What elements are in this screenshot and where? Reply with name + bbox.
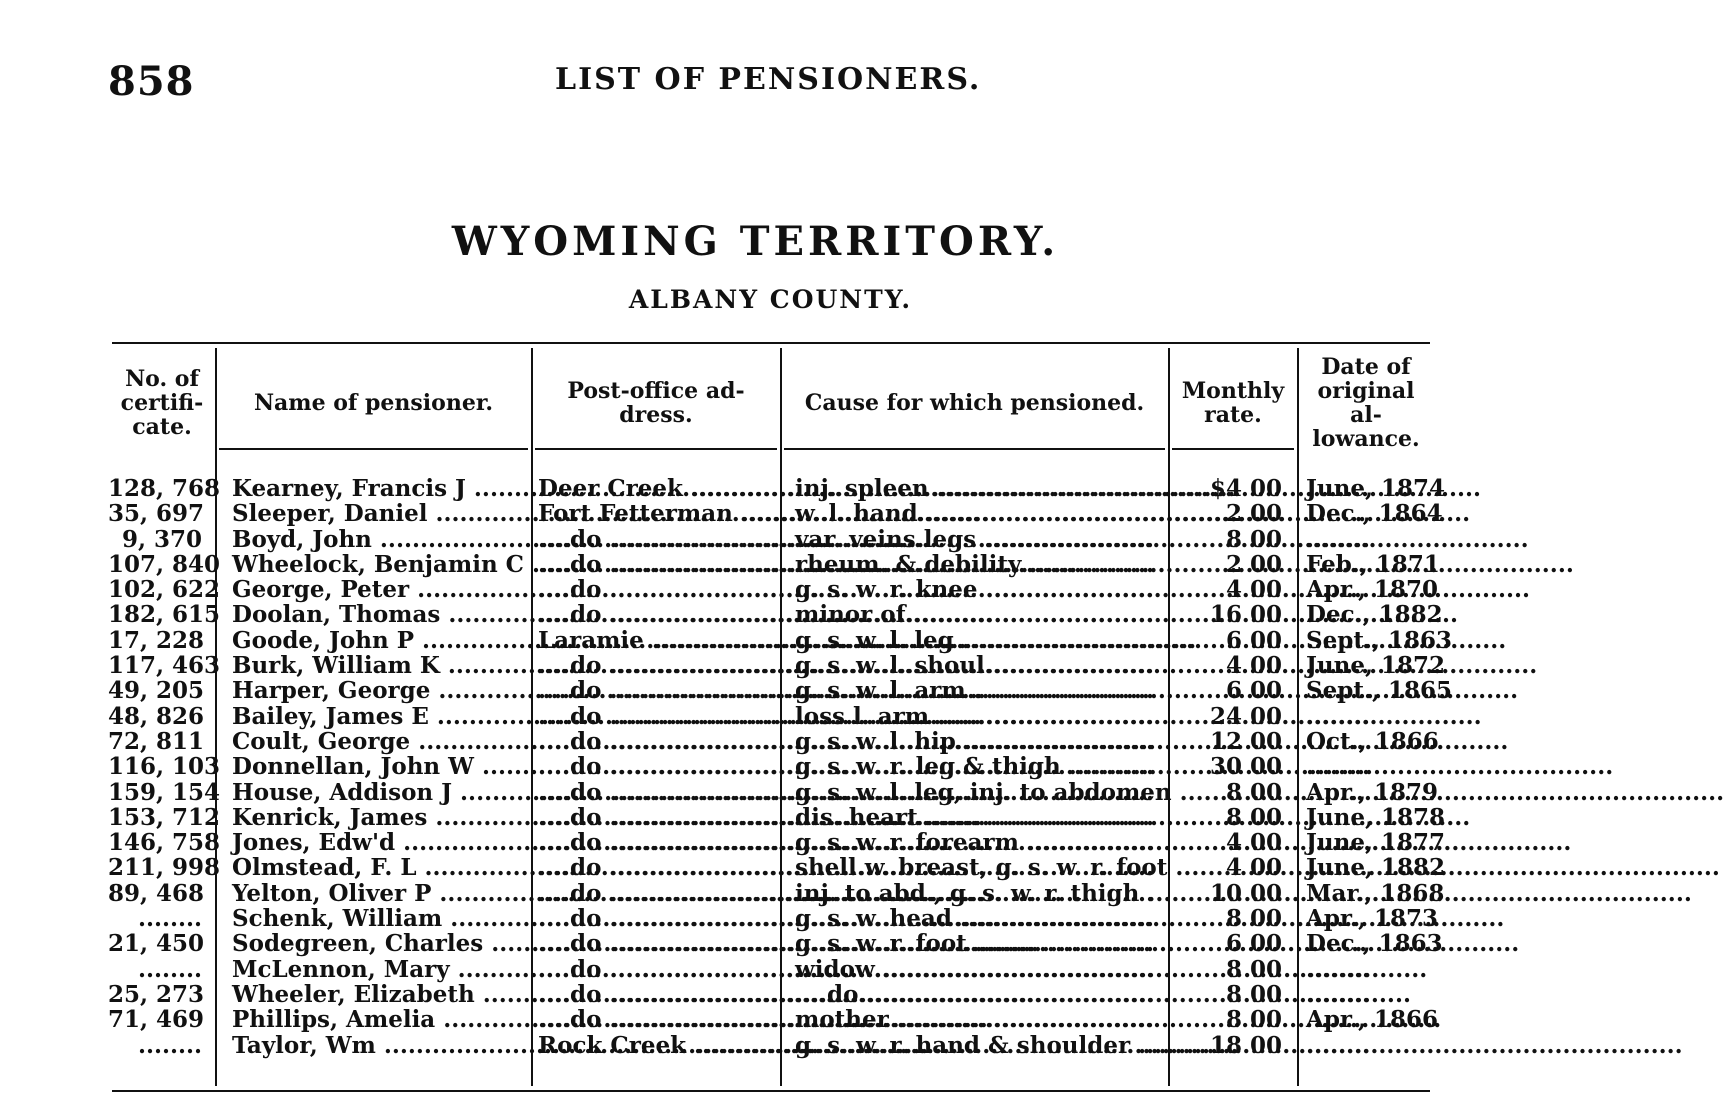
pensioner-name: Doolan, Thomas ..... bbox=[232, 602, 526, 628]
table-row bbox=[0, 729, 1481, 754]
allowance-date: Dec., 1864 bbox=[1306, 500, 1443, 528]
monthly-rate: 6 00 bbox=[1225, 626, 1282, 654]
allowance-date: ........ bbox=[1306, 525, 1371, 553]
pensioner-name: Burk, William K ..... bbox=[232, 653, 526, 679]
cause: widow ..... bbox=[795, 957, 1163, 983]
pensioner-name: Bailey, James E ..... bbox=[232, 704, 526, 730]
pensioner-name: Wheelock, Benjamin C ..... bbox=[232, 552, 526, 578]
pensioner-name: Kearney, Francis J ..... bbox=[232, 476, 526, 502]
allowance-date: Apr., 1866 bbox=[1306, 1006, 1438, 1034]
allowance-date: ........ bbox=[1306, 955, 1371, 983]
certificate-number: 48, 826 bbox=[108, 702, 205, 730]
table-row bbox=[0, 602, 1481, 627]
table-row bbox=[0, 855, 1481, 880]
table-top-rule bbox=[112, 342, 1430, 344]
table-row bbox=[0, 704, 1481, 729]
table-row bbox=[0, 1033, 1481, 1058]
allowance-date: Apr., 1873 bbox=[1306, 905, 1438, 933]
certificate-number: 182, 615 bbox=[108, 601, 221, 629]
cause: g. s. w. r. hand & shoulder ..... bbox=[795, 1033, 1163, 1059]
cause: minor of ..... bbox=[795, 602, 1163, 628]
allowance-date: Feb., 1871 bbox=[1306, 550, 1440, 578]
monthly-rate: 18 00 bbox=[1209, 1031, 1282, 1059]
pensioner-name: Harper, George ..... bbox=[232, 678, 526, 704]
table-row bbox=[0, 678, 1481, 703]
certificate-number: 72, 811 bbox=[108, 727, 205, 755]
table-row bbox=[0, 982, 1481, 1007]
table-row bbox=[0, 527, 1481, 552]
post-office: ....do ..... bbox=[538, 931, 776, 957]
certificate-number: 102, 622 bbox=[108, 576, 221, 604]
certificate-number: ........ bbox=[137, 955, 202, 983]
post-office: ....do ..... bbox=[538, 855, 776, 881]
certificate-number: 25, 273 bbox=[108, 980, 205, 1008]
cause: g. s. w. r. foot ..... bbox=[795, 931, 1163, 957]
table-row bbox=[0, 906, 1481, 931]
post-office: Rock Creek ..... bbox=[538, 1033, 776, 1059]
cause: g. s. w. l. arm ..... bbox=[795, 678, 1163, 704]
section-title: WYOMING TERRITORY. bbox=[451, 218, 1060, 265]
pensioner-name: Goode, John P ..... bbox=[232, 628, 526, 654]
monthly-rate: 8 00 bbox=[1225, 778, 1282, 806]
post-office: ....do ..... bbox=[538, 577, 776, 603]
allowance-date: ........ bbox=[1306, 753, 1371, 781]
post-office: Laramie ..... bbox=[538, 628, 776, 654]
cause: g. s. w. l. leg ..... bbox=[795, 628, 1163, 654]
pensioner-name: Yelton, Oliver P ..... bbox=[232, 881, 526, 907]
allowance-date: ........ bbox=[1306, 980, 1371, 1008]
monthly-rate: $4 00 bbox=[1209, 475, 1282, 502]
certificate-number: 153, 712 bbox=[108, 803, 221, 831]
header-date-of-allowance: Date of original al- lowance. bbox=[1312, 354, 1420, 452]
pensioner-name: Sodegreen, Charles ..... bbox=[232, 931, 526, 957]
page-number: 858 bbox=[108, 58, 195, 105]
post-office: ....do ..... bbox=[538, 780, 776, 806]
monthly-rate: 8 00 bbox=[1225, 905, 1282, 933]
allowance-date: June, 1872 bbox=[1306, 652, 1445, 680]
post-office: ....do ..... bbox=[538, 957, 776, 983]
certificate-number: 89, 468 bbox=[108, 879, 205, 907]
post-office: Deer Creek ..... bbox=[538, 476, 776, 502]
certificate-number: ........ bbox=[137, 1031, 202, 1059]
cause: ....do ..... bbox=[795, 982, 1163, 1008]
table-row bbox=[0, 805, 1481, 830]
table-row bbox=[0, 780, 1481, 805]
certificate-number: 49, 205 bbox=[108, 677, 205, 705]
table-row bbox=[0, 1007, 1481, 1032]
post-office: ....do ..... bbox=[538, 1007, 776, 1033]
cause: g. s. w. r. forearm ..... bbox=[795, 830, 1163, 856]
allowance-date: June, 1882 bbox=[1306, 854, 1445, 882]
header-rule bbox=[219, 448, 528, 450]
monthly-rate: 2 00 bbox=[1225, 500, 1282, 528]
allowance-date: ........ bbox=[1306, 702, 1371, 730]
cause: var. veins legs ..... bbox=[795, 527, 1163, 553]
allowance-date: Sept., 1865 bbox=[1306, 677, 1452, 705]
monthly-rate: 4 00 bbox=[1225, 576, 1282, 604]
monthly-rate: 4 00 bbox=[1225, 652, 1282, 680]
cause: g. s. w. r. knee ..... bbox=[795, 577, 1163, 603]
allowance-date: Apr., 1879 bbox=[1306, 778, 1438, 806]
monthly-rate: 8 00 bbox=[1225, 980, 1282, 1008]
certificate-number: 159, 154 bbox=[108, 778, 221, 806]
monthly-rate: 8 00 bbox=[1225, 525, 1282, 553]
allowance-date: June, 1874 bbox=[1306, 475, 1445, 502]
certificate-number: 21, 450 bbox=[108, 930, 205, 958]
certificate-number: 35, 697 bbox=[108, 500, 205, 528]
table-row bbox=[0, 476, 1481, 501]
certificate-number: 17, 228 bbox=[108, 626, 205, 654]
table-row bbox=[0, 881, 1481, 906]
post-office: Fort Fetterman ..... bbox=[538, 501, 776, 527]
table-row bbox=[0, 501, 1481, 526]
post-office: ....do ..... bbox=[538, 906, 776, 932]
certificate-number: 107, 840 bbox=[108, 550, 221, 578]
certificate-number: 117, 463 bbox=[108, 652, 221, 680]
post-office: ....do ..... bbox=[538, 704, 776, 730]
cause: g. s. w. head ..... bbox=[795, 906, 1163, 932]
post-office: ....do ..... bbox=[538, 653, 776, 679]
cause: mother ..... bbox=[795, 1007, 1163, 1033]
post-office: ....do ..... bbox=[538, 830, 776, 856]
certificate-number: 116, 103 bbox=[108, 753, 221, 781]
post-office: ....do ..... bbox=[538, 754, 776, 780]
table-row bbox=[0, 577, 1481, 602]
monthly-rate: 4 00 bbox=[1225, 854, 1282, 882]
pensioner-name: George, Peter ..... bbox=[232, 577, 526, 603]
header-name: Name of pensioner. bbox=[253, 390, 494, 416]
post-office: ....do ..... bbox=[538, 602, 776, 628]
post-office: ....do ..... bbox=[538, 805, 776, 831]
allowance-date: ........ bbox=[1306, 1031, 1371, 1059]
post-office: ....do ..... bbox=[538, 982, 776, 1008]
pensioner-name: Boyd, John ..... bbox=[232, 527, 526, 553]
allowance-date: Oct., 1866 bbox=[1306, 727, 1439, 755]
monthly-rate: 6 00 bbox=[1225, 930, 1282, 958]
monthly-rate: 8 00 bbox=[1225, 803, 1282, 831]
pensioner-name: Olmstead, F. L ..... bbox=[232, 855, 526, 881]
certificate-number: 128, 768 bbox=[108, 475, 221, 502]
cause: shell w. breast, g. s. w. r. foot ..... bbox=[795, 855, 1163, 881]
monthly-rate: 24 00 bbox=[1209, 702, 1282, 730]
table-row bbox=[0, 552, 1481, 577]
table-row bbox=[0, 830, 1481, 855]
pensioner-name: Donnellan, John W ..... bbox=[232, 754, 526, 780]
table-row bbox=[0, 931, 1481, 956]
header-rule bbox=[535, 448, 777, 450]
header-post-office: Post-office ad- dress. bbox=[567, 378, 745, 428]
allowance-date: June, 1878 bbox=[1306, 803, 1445, 831]
monthly-rate: 8 00 bbox=[1225, 955, 1282, 983]
monthly-rate: 16 00 bbox=[1209, 601, 1282, 629]
certificate-number: ........ bbox=[137, 905, 202, 933]
cause: rheum. & debility ..... bbox=[795, 552, 1163, 578]
table-row bbox=[0, 653, 1481, 678]
table-row bbox=[0, 628, 1481, 653]
pensioner-name: Phillips, Amelia ..... bbox=[232, 1007, 526, 1033]
pensioner-name: Jones, Edw'd ..... bbox=[232, 830, 526, 856]
post-office: ....do ..... bbox=[538, 552, 776, 578]
pensioner-table bbox=[0, 476, 1481, 1058]
cause: dis. heart ..... bbox=[795, 805, 1163, 831]
post-office: ....do ..... bbox=[538, 729, 776, 755]
header-rule bbox=[1172, 448, 1294, 450]
pensioner-name: McLennon, Mary ..... bbox=[232, 957, 526, 983]
cause: g. s. w. l. hip ..... bbox=[795, 729, 1163, 755]
header-monthly-rate: Monthly rate. bbox=[1181, 378, 1285, 428]
monthly-rate: 4 00 bbox=[1225, 829, 1282, 857]
monthly-rate: 10 00 bbox=[1209, 879, 1282, 907]
header-certificate-number: No. of certifi- cate. bbox=[120, 366, 204, 440]
allowance-date: Dec., 1882 bbox=[1306, 601, 1443, 629]
post-office: ....do ..... bbox=[538, 678, 776, 704]
post-office: ....do ..... bbox=[538, 527, 776, 553]
certificate-number: 146, 758 bbox=[108, 829, 221, 857]
pensioner-name: Coult, George ..... bbox=[232, 729, 526, 755]
cause: loss l. arm ..... bbox=[795, 704, 1163, 730]
table-row bbox=[0, 754, 1481, 779]
monthly-rate: 8 00 bbox=[1225, 1006, 1282, 1034]
allowance-date: Dec., 1863 bbox=[1306, 930, 1443, 958]
cause: g. s. w. r. leg & thigh ..... bbox=[795, 754, 1163, 780]
header-cause: Cause for which pensioned. bbox=[804, 390, 1145, 416]
running-head: LIST OF PENSIONERS. bbox=[555, 62, 982, 97]
pensioner-name: Wheeler, Elizabeth ..... bbox=[232, 982, 526, 1008]
table-row bbox=[0, 957, 1481, 982]
allowance-date: Mar., 1868 bbox=[1306, 879, 1445, 907]
monthly-rate: 30 00 bbox=[1209, 753, 1282, 781]
cause: w. l. hand ..... bbox=[795, 501, 1163, 527]
certificate-number: 71, 469 bbox=[108, 1006, 205, 1034]
monthly-rate: 2 00 bbox=[1225, 550, 1282, 578]
cause: g. s. w. l. leg, inj. to abdomen ..... bbox=[795, 780, 1163, 806]
allowance-date: Sept., 1863 bbox=[1306, 626, 1452, 654]
monthly-rate: 12 00 bbox=[1209, 727, 1282, 755]
pensioner-name: Taylor, Wm ..... bbox=[232, 1033, 526, 1059]
cause: inj. spleen ..... bbox=[795, 476, 1163, 502]
allowance-date: June, 1877 bbox=[1306, 829, 1445, 857]
monthly-rate: 6 00 bbox=[1225, 677, 1282, 705]
pensioner-name: Kenrick, James ..... bbox=[232, 805, 526, 831]
post-office: ....do ..... bbox=[538, 881, 776, 907]
pensioner-name: Sleeper, Daniel ..... bbox=[232, 501, 526, 527]
allowance-date: Apr., 1870 bbox=[1306, 576, 1438, 604]
table-bottom-rule bbox=[112, 1090, 1430, 1092]
pensioner-name: Schenk, William ..... bbox=[232, 906, 526, 932]
county-title: ALBANY COUNTY. bbox=[628, 285, 913, 314]
header-rule bbox=[784, 448, 1165, 450]
cause: inj. to abd., g. s. w. r. thigh ..... bbox=[795, 881, 1163, 907]
certificate-number: 9, 370 bbox=[121, 525, 202, 553]
cause: g. s. w. l. shoul ..... bbox=[795, 653, 1163, 679]
pensioner-name: House, Addison J ..... bbox=[232, 780, 526, 806]
certificate-number: 211, 998 bbox=[108, 854, 221, 882]
